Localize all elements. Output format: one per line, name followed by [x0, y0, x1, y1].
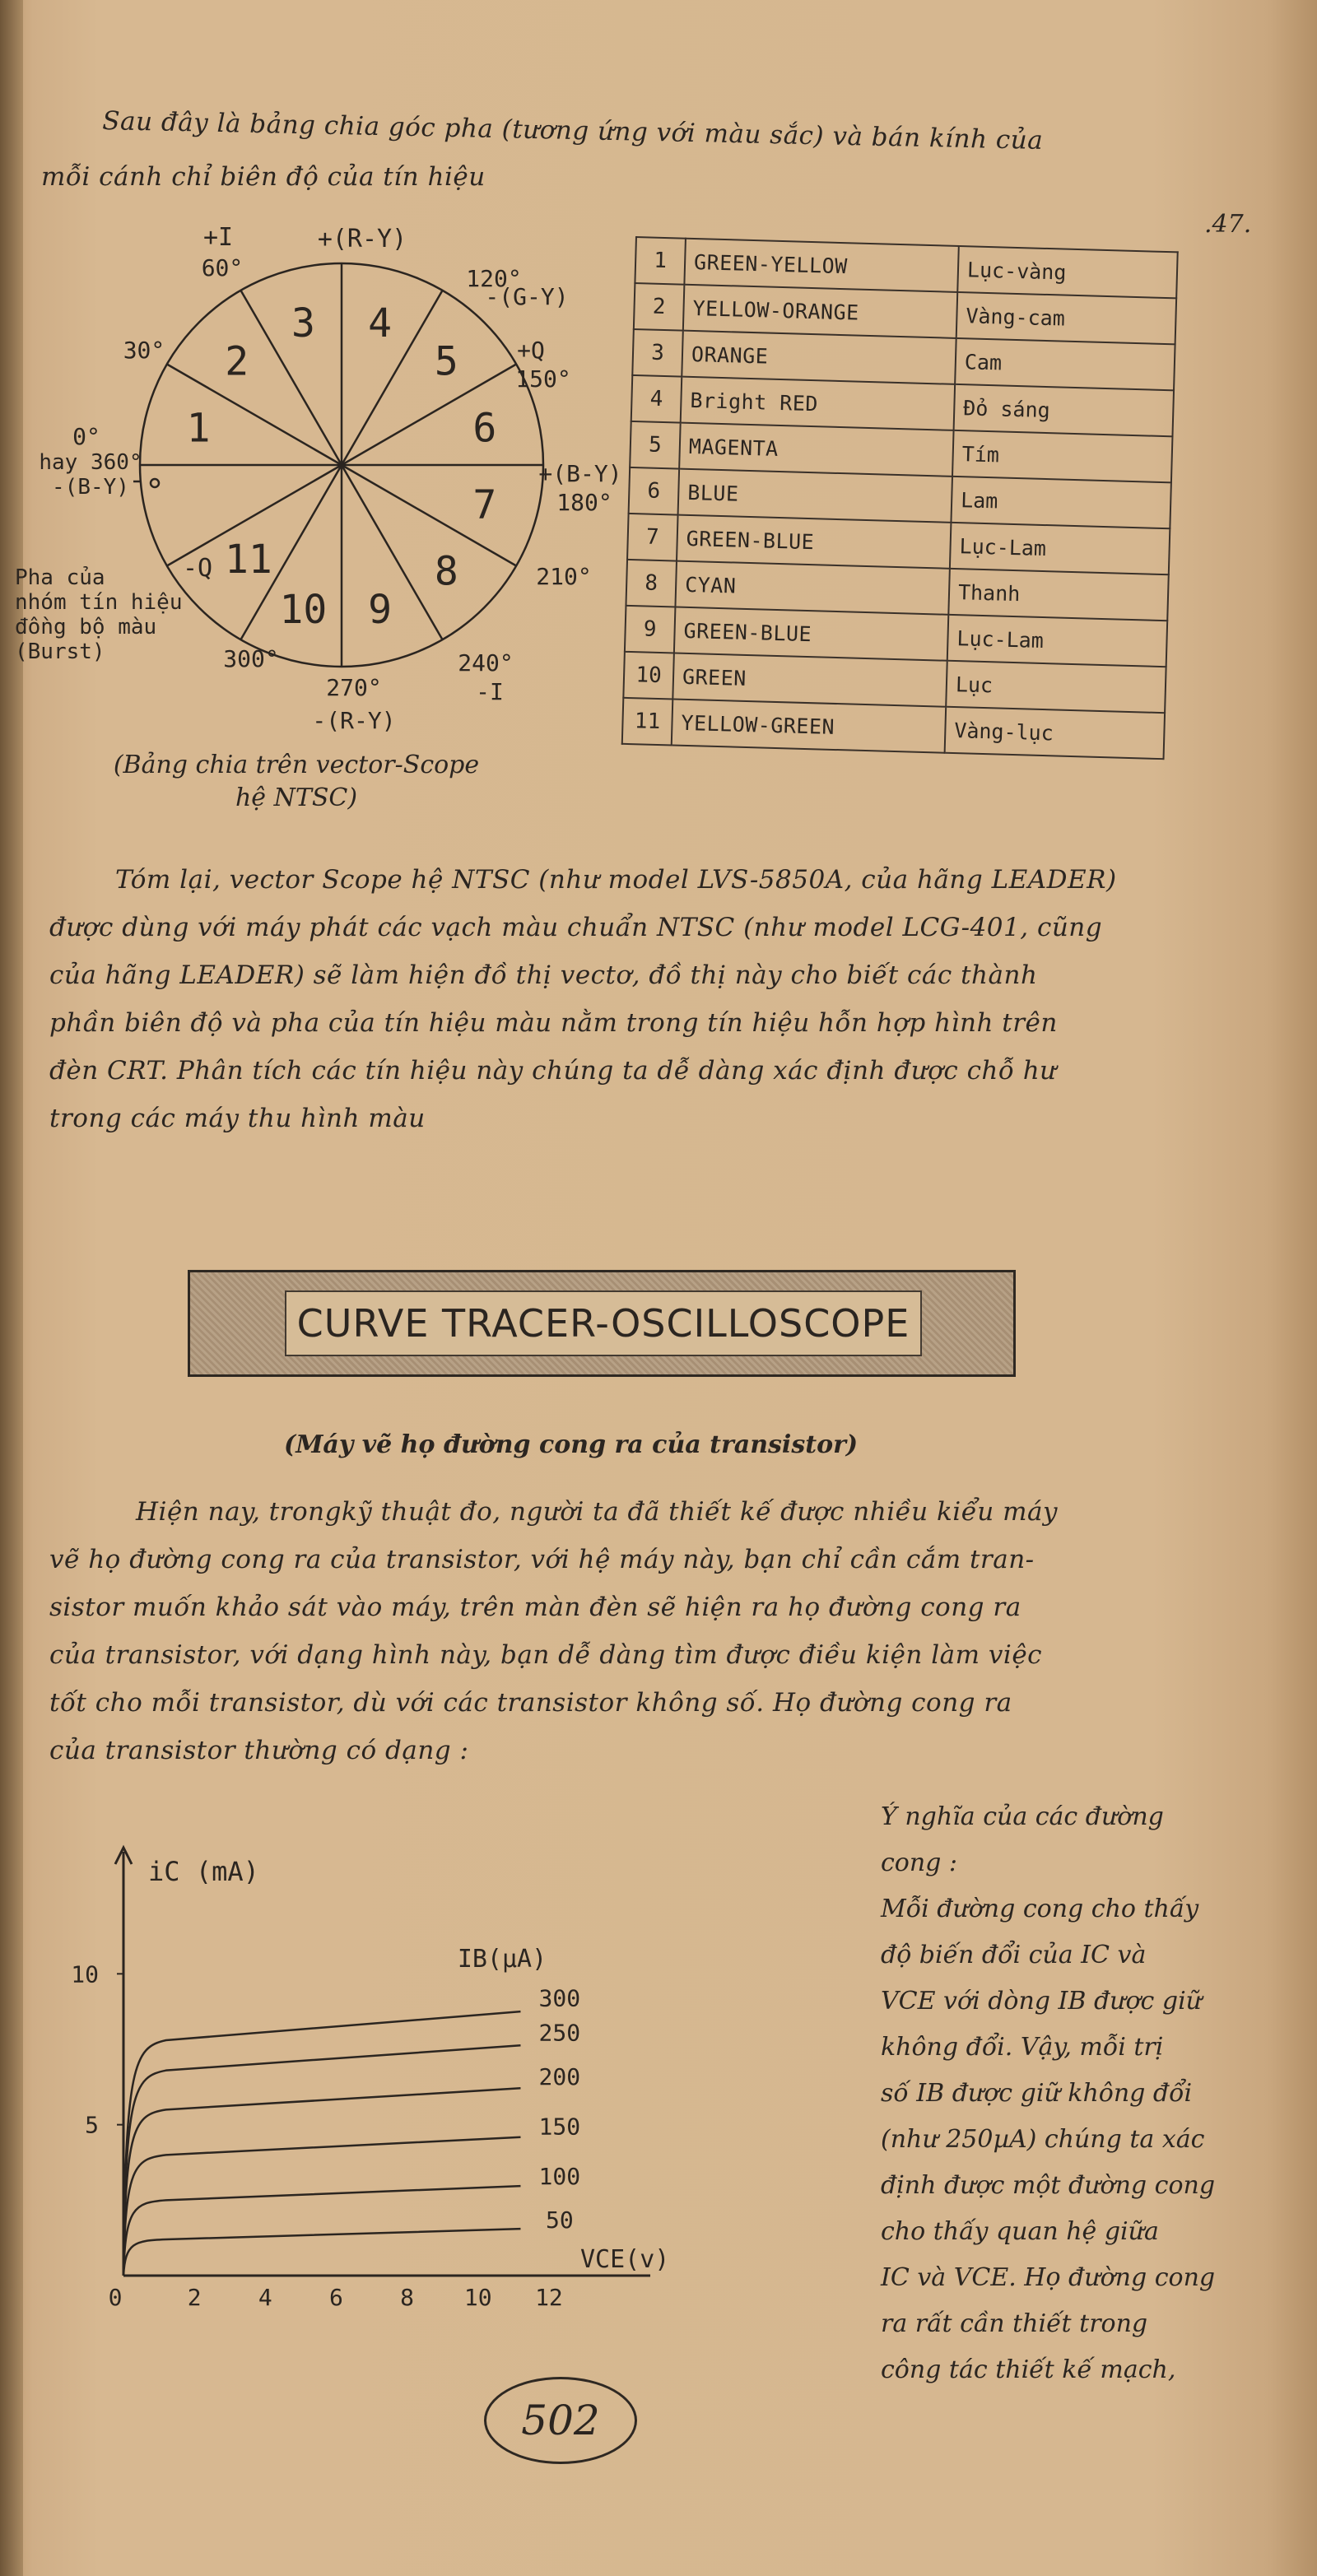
- burst-note-line: đồng bộ màu: [15, 615, 157, 639]
- color-name-en: MAGENTA: [679, 423, 953, 477]
- x-axis-label: VCE(v): [580, 2245, 670, 2274]
- x-tick-label: 10: [463, 2284, 492, 2311]
- row-number: 9: [625, 606, 676, 653]
- burst-note-line: Pha của: [15, 565, 105, 590]
- color-name-vi: Lục-Lam: [947, 615, 1167, 667]
- color-name-vi: Vàng-cam: [956, 292, 1176, 344]
- body-line: Hiện nay, trongkỹ thuật đo, người ta đã thiết kế được nhiều kiểu máy: [136, 1497, 1058, 1527]
- sector-number: 10: [279, 586, 328, 633]
- angle-label-deg0: 0°: [72, 423, 100, 450]
- page-number: 502: [484, 2377, 637, 2464]
- angle-label-minus-i: -I: [476, 678, 504, 705]
- summary-line: Tóm lại, vector Scope hệ NTSC (như model LVS-5850A, của hãng LEADER): [115, 865, 1117, 895]
- corner-mark: .47.: [1204, 210, 1252, 239]
- section-subheading: (Máy vẽ họ đường cong ra của transistor): [284, 1430, 859, 1459]
- row-number: 5: [630, 421, 681, 469]
- angle-label-minus-b-y: -(B-Y): [52, 475, 129, 500]
- color-name-vi: Vàng-lục: [945, 707, 1165, 759]
- burst-note-line: nhóm tín hiệu: [15, 590, 183, 615]
- angle-label-deg270: 270°: [326, 674, 382, 701]
- angle-label-deg180: 180°: [556, 489, 612, 516]
- color-name-en: GREEN: [672, 653, 947, 707]
- row-number: 8: [626, 560, 677, 607]
- curve-label: 200: [538, 2062, 581, 2090]
- sector-number: 9: [368, 586, 393, 633]
- sector-number: 2: [225, 338, 249, 385]
- caption-line-1: (Bảng chia trên vector-Scope: [113, 751, 480, 779]
- color-name-vi: Lục-Lam: [950, 523, 1170, 574]
- sector-number: 1: [186, 405, 211, 452]
- color-name-en: BLUE: [678, 469, 952, 523]
- body-line: của transistor, với dạng hình này, bạn dễ dàng tìm được điều kiện làm việc: [49, 1640, 1043, 1670]
- y-axis-label: iC (mA): [148, 1856, 259, 1887]
- section-heading: CURVE TRACER-OSCILLOSCOPE: [285, 1290, 922, 1356]
- row-number: 7: [627, 514, 678, 561]
- row-number: 2: [634, 283, 685, 331]
- summary-line: được dùng với máy phát các vạch màu chuẩn NTSC (như model LCG-401, cũng: [49, 913, 1103, 942]
- color-name-en: Bright RED: [681, 377, 955, 430]
- color-name-en: ORANGE: [682, 331, 956, 384]
- color-name-vi: Lục: [946, 661, 1166, 713]
- color-phase-table: [621, 236, 1179, 760]
- side-note-line: ra rất cần thiết trong: [881, 2309, 1148, 2338]
- angle-label-hay360: hay 360°: [39, 450, 142, 475]
- side-note-line: cho thấy quan hệ giữa: [881, 2217, 1159, 2246]
- burst-dot: [151, 479, 159, 487]
- side-note-line: định được một đường cong: [881, 2171, 1216, 2200]
- row-number: 11: [622, 698, 673, 746]
- wheel-spoke: [342, 465, 443, 639]
- angle-label-plus-b-y: +(B-Y): [538, 460, 622, 487]
- color-name-en: YELLOW-ORANGE: [683, 285, 957, 338]
- curve-label: 50: [545, 2206, 574, 2234]
- angle-label-deg210: 210°: [536, 563, 592, 590]
- color-name-en: GREEN-BLUE: [674, 607, 948, 661]
- sector-number: 11: [224, 537, 272, 584]
- row-number: 4: [631, 375, 682, 423]
- sector-number: 4: [368, 300, 393, 347]
- sector-number: 6: [472, 405, 497, 452]
- color-name-en: YELLOW-GREEN: [672, 699, 946, 752]
- side-note-line: không đổi. Vậy, mỗi trị: [881, 2033, 1164, 2062]
- vector-scope-diagram: [0, 198, 626, 734]
- intro-line-2: mỗi cánh chỉ biên độ của tín hiệu: [41, 162, 486, 192]
- x-tick-label: 4: [258, 2284, 272, 2311]
- color-name-en: CYAN: [675, 561, 949, 615]
- side-note-line: Ý nghĩa của các đường: [881, 1802, 1164, 1831]
- curve-ib-150: [123, 2137, 520, 2276]
- summary-line: của hãng LEADER) sẽ làm hiện đồ thị vectơ, đồ thị này cho biết các thành: [49, 960, 1038, 990]
- x-tick-label: 8: [400, 2284, 415, 2311]
- color-name-vi: Lam: [951, 477, 1170, 528]
- angle-label-plus-i: +I: [202, 223, 234, 252]
- color-name-vi: Đỏ sáng: [954, 384, 1174, 436]
- side-note-line: (như 250µA) chúng ta xác: [881, 2125, 1205, 2154]
- side-note-line: VCE với dòng IB được giữ: [881, 1987, 1202, 2016]
- body-line: vẽ họ đường cong ra của transistor, với hệ máy này, bạn chỉ cần cắm tran-: [49, 1545, 1035, 1574]
- angle-label-minus-g-y: -(G-Y): [485, 283, 569, 310]
- color-name-en: GREEN-YELLOW: [684, 239, 958, 292]
- side-note-line: độ biến đổi của IC và: [881, 1941, 1147, 1969]
- wheel-spoke: [342, 291, 443, 465]
- curve-ib-50: [123, 2229, 520, 2276]
- curve-ib-200: [123, 2088, 520, 2276]
- intro-line-1: Sau đây là bảng chia góc pha (tương ứng với màu sắc) và bán kính của: [102, 105, 1044, 156]
- color-name-vi: Lục-vàng: [957, 246, 1177, 298]
- summary-line: trong các máy thu hình màu: [49, 1104, 426, 1133]
- x-tick-label: 0: [108, 2284, 123, 2311]
- curve-label: 150: [538, 2113, 581, 2141]
- sector-number: 7: [472, 481, 497, 528]
- y-tick-label: 5: [85, 2111, 99, 2139]
- angle-label-deg240: 240°: [458, 649, 514, 677]
- row-number: 3: [632, 329, 683, 377]
- legend-title: IB(µA): [457, 1945, 547, 1974]
- sector-number: 5: [434, 338, 458, 385]
- body-line: sistor muốn khảo sát vào máy, trên màn đèn sẽ hiện ra họ đường cong ra: [49, 1593, 1021, 1622]
- color-name-vi: Thanh: [948, 569, 1168, 621]
- angle-label-plus-q: +Q: [517, 337, 545, 364]
- color-name-vi: Tím: [952, 430, 1172, 482]
- row-number: 1: [635, 237, 686, 285]
- side-note-line: IC và VCE. Họ đường cong: [881, 2263, 1216, 2292]
- sector-number: 8: [434, 548, 458, 595]
- angle-label-plus-r-y: +(R-Y): [317, 225, 407, 253]
- body-line: tốt cho mỗi transistor, dù với các transistor không số. Họ đường cong ra: [49, 1688, 1012, 1718]
- color-name-vi: Cam: [955, 338, 1175, 390]
- side-note-line: Mỗi đường cong cho thấy: [881, 1895, 1199, 1923]
- curve-label: 100: [538, 2162, 581, 2190]
- curve-label: 250: [538, 2019, 581, 2047]
- x-tick-label: 12: [535, 2284, 563, 2311]
- angle-label-deg30: 30°: [123, 337, 165, 364]
- summary-line: đèn CRT. Phân tích các tín hiệu này chúng ta dễ dàng xác định được chỗ hư: [49, 1056, 1057, 1086]
- section-heading-box: [188, 1270, 1016, 1377]
- body-line: của transistor thường có dạng :: [49, 1736, 469, 1765]
- row-number: 10: [623, 652, 674, 700]
- vector-wheel: [133, 263, 543, 667]
- curve-label: 300: [538, 1984, 581, 2012]
- row-number: 6: [629, 467, 680, 515]
- side-note-line: công tác thiết kế mạch,: [881, 2355, 1176, 2384]
- angle-label-deg120: 120°: [466, 265, 522, 292]
- angle-label-deg60: 60°: [201, 254, 244, 281]
- angle-label-minus-r-y: -(R-Y): [312, 707, 396, 734]
- sector-number: 3: [291, 300, 315, 347]
- angle-label-deg150: 150°: [515, 365, 571, 393]
- curve-ib-250: [123, 2045, 520, 2276]
- caption-line-2: hệ NTSC): [235, 783, 358, 812]
- angle-label-minus-q: -Q: [182, 554, 213, 583]
- curve-ib-300: [123, 2011, 520, 2276]
- x-tick-label: 2: [187, 2284, 202, 2311]
- side-note-line: số IB được giữ không đổi: [881, 2079, 1193, 2108]
- burst-note-line: (Burst): [15, 639, 105, 664]
- diagram-caption: [33, 749, 560, 815]
- summary-line: phần biên độ và pha của tín hiệu màu nằm trong tín hiệu hỗn hợp hình trên: [49, 1008, 1058, 1038]
- angle-label-deg300: 300°: [223, 645, 279, 672]
- x-tick-label: 6: [329, 2284, 343, 2311]
- color-name-en: GREEN-BLUE: [677, 515, 951, 569]
- y-tick-label: 10: [71, 1960, 99, 1988]
- side-note-line: cong :: [881, 1848, 958, 1877]
- transistor-curves-chart: [49, 1819, 774, 2313]
